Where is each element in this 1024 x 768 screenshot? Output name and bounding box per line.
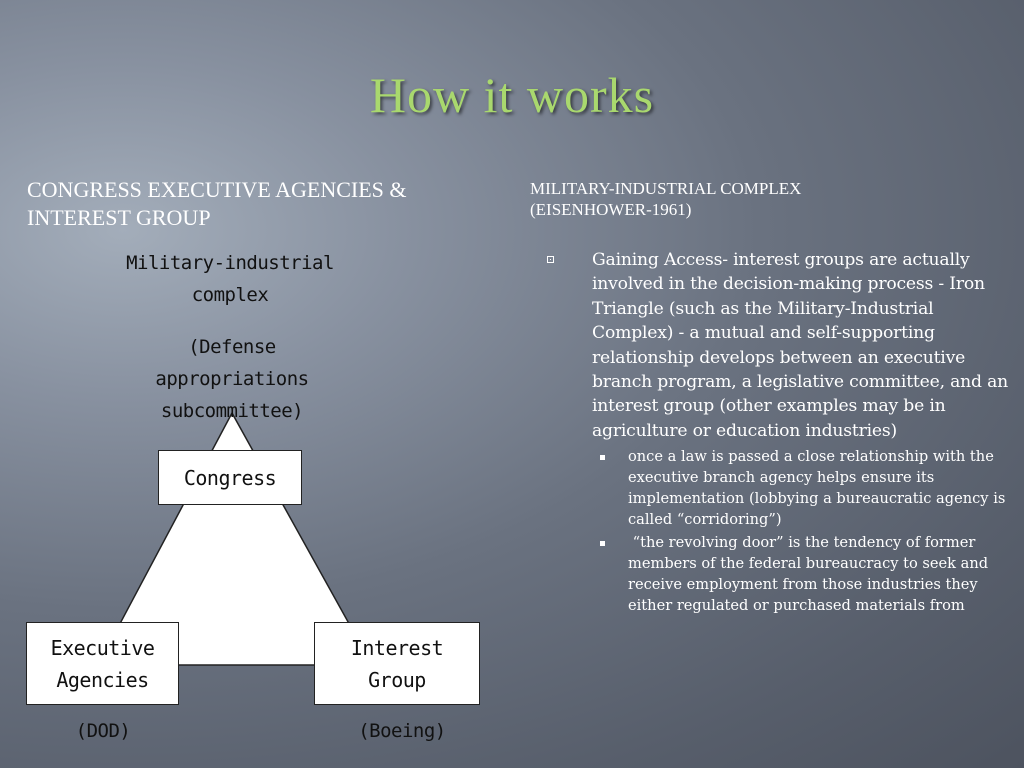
bullet-content (545, 248, 1015, 620)
sub-bullet (597, 533, 1015, 616)
dod-label: (DOD) (75, 720, 131, 742)
sub-bullet-text: once a law is passed a close relationship with the executive branch agency helps ensure its implementation (lobbying a bureaucratic agency is called “corridoring”) (628, 448, 1006, 528)
congress-box (158, 450, 302, 505)
congress-label: Congress (183, 465, 277, 490)
executive-label-line-1: Executive (50, 635, 155, 660)
top-label (110, 247, 350, 311)
small-square-bullet-icon (597, 533, 628, 616)
subcommittee-line-2: appropriations (155, 368, 309, 390)
right-heading-line-2: (EISENHOWER-1961) (530, 200, 692, 219)
left-column-heading: CONGRESS EXECUTIVE AGENCIES & INTEREST GROUP (27, 177, 407, 230)
right-heading-line-1: MILITARY-INDUSTRIAL COMPLEX (530, 179, 802, 198)
main-bullet-text: Gaining Access- interest groups are actually involved in the decision-making process - Iron Triangle (such as the Military-Industrial Complex) - a mutual and self-supporting relationship develops between an executive branch program, a legislative committee, and an interest group (other examples may be in agriculture or education industries) (592, 250, 1008, 441)
sub-bullet-text: “the revolving door” is the tendency of former members of the federal bureaucracy to seek and receive employment from those industries they either regulated or purchased materials from (628, 534, 993, 614)
slide-title: How it works (369, 67, 655, 123)
small-square-bullet-icon (597, 447, 628, 530)
subcommittee-label (132, 331, 332, 427)
top-label-line-1: Military-industrial (126, 252, 334, 274)
sub-bullet-list (597, 447, 1015, 616)
main-bullet (545, 248, 1015, 443)
subcommittee-line-3: subcommittee) (160, 400, 304, 422)
interest-label-line-2: Group (368, 667, 426, 692)
iron-triangle-diagram (20, 245, 490, 755)
right-column-heading (530, 178, 990, 220)
interest-group-box (314, 622, 480, 705)
boeing-label: (Boeing) (358, 720, 446, 742)
square-bullet-icon (545, 248, 592, 443)
top-label-line-2: complex (191, 284, 269, 306)
executive-agencies-box (26, 622, 179, 705)
subcommittee-line-1: (Defense (188, 336, 276, 358)
executive-label-line-2: Agencies (56, 667, 149, 692)
interest-label-line-1: Interest (350, 635, 444, 660)
sub-bullet (597, 447, 1015, 530)
